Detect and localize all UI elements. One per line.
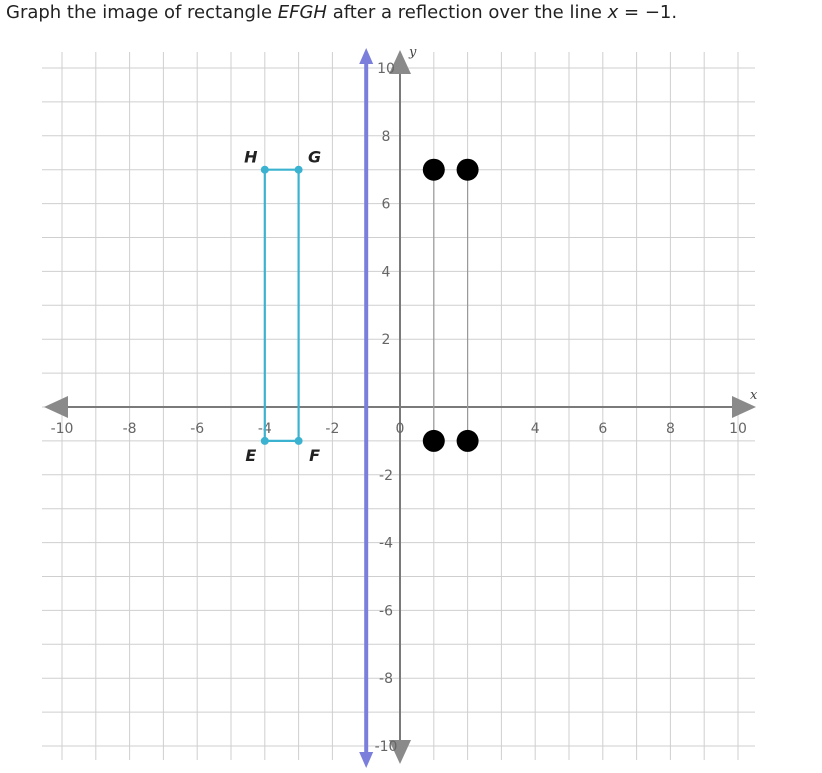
x-tick-label: 4	[530, 421, 540, 437]
prompt-part1: Graph the image of rectangle	[6, 2, 278, 23]
axes	[44, 45, 758, 764]
vertex-h	[261, 166, 269, 174]
vertex-label-h: H	[244, 147, 258, 167]
y-tick-label: 2	[381, 332, 391, 349]
x-tick-label: 8	[665, 421, 675, 437]
rectangle-efgh	[244, 148, 321, 465]
prompt-part3: = −1.	[618, 2, 678, 23]
y-tick-label: -10	[374, 739, 398, 755]
plotted-point[interactable]	[423, 430, 445, 452]
y-tick-label: -6	[379, 603, 393, 620]
prompt-var: x	[607, 2, 619, 23]
prompt-shape: EFGH	[277, 2, 327, 23]
x-tick-label: 10	[729, 421, 747, 437]
plotted-point[interactable]	[457, 430, 479, 452]
vertex-label-e: E	[245, 445, 257, 465]
y-tick-label: 10	[377, 61, 395, 77]
reflection-line-arrow-down-icon	[359, 752, 373, 768]
reflection-line-arrow-up-icon	[359, 48, 373, 64]
vertex-e	[261, 437, 269, 445]
vertex-label-f: F	[309, 445, 321, 465]
y-tick-label: -8	[379, 671, 393, 688]
x-tick-label: -10	[50, 421, 74, 437]
plotted-point[interactable]	[423, 159, 445, 181]
x-tick-label: -4	[257, 421, 272, 437]
vertex-g	[295, 166, 303, 174]
x-axis-label: x	[750, 388, 758, 403]
x-axis-arrow-left-icon	[44, 396, 68, 418]
x-tick-label: -2	[325, 421, 340, 437]
y-tick-label: 8	[381, 128, 391, 145]
y-tick-label: -4	[379, 535, 393, 552]
x-tick-label: -8	[122, 421, 137, 437]
x-tick-label: 6	[598, 421, 608, 437]
x-tick-label: 0	[395, 421, 405, 437]
y-axis-label: y	[409, 45, 417, 60]
vertex-label-g: G	[308, 147, 322, 167]
x-tick-label: -6	[190, 421, 205, 437]
prompt-part2: after a reflection over the line	[326, 2, 608, 23]
vertex-f	[295, 437, 303, 445]
plotted-point[interactable]	[457, 159, 479, 181]
y-tick-label: 6	[381, 196, 391, 213]
y-tick-label: -2	[379, 467, 393, 484]
y-tick-label: 4	[381, 264, 391, 281]
